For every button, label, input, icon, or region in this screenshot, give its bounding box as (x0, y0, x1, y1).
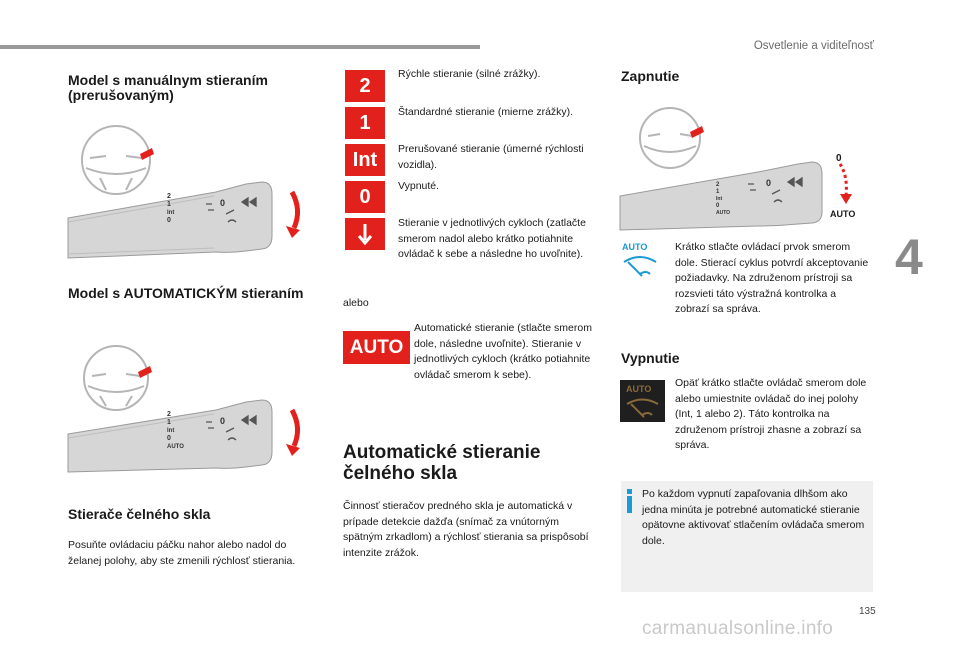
stalk-auto-label-auto: AUTO (167, 444, 184, 450)
page-number: 135 (859, 606, 876, 617)
auto-indicator-off-label: AUTO (626, 384, 652, 394)
on-stalk-label-int: Int (716, 196, 723, 202)
stalk-label-0: 0 (167, 217, 171, 224)
callout-auto-label: AUTO (830, 209, 856, 219)
switch-on-text: Krátko stlačte ovládací prvok smerom dole. Stierací cyklus potvrdí akceptovanie požiadavky. Na združenom prístroji sa rozsvieti táto výstražná kontrolka a zobrazí sa správa. (675, 241, 869, 315)
callout-zero-label: 0 (836, 153, 842, 164)
badge-speed-2: 2 (345, 70, 385, 102)
on-stalk-label-1: 1 (716, 189, 720, 195)
position-text-1: Štandardné stieranie (mierne zrážky). (398, 106, 574, 118)
auto-wiper-stalk-illustration (66, 338, 316, 478)
manual-wiper-stalk-illustration (66, 118, 316, 268)
heading-automatic-windscreen-wiping: Automatické stieranie čelného skla (343, 442, 541, 484)
on-stalk-label-auto: AUTO (716, 210, 731, 216)
stalk-label-1: 1 (167, 201, 171, 208)
or-text: alebo (343, 297, 369, 309)
badge-speed-int: Int (345, 144, 385, 176)
auto-text: Automatické stieranie (stlačte smerom dole, následne uvoľnite). Stieranie v jednotlivých cykloch (krátko potiahnite ovládač smerom k sebe). (414, 322, 592, 381)
switch-on-stalk-illustration (618, 100, 868, 232)
switch-off-text: Opäť krátko stlačte ovládač smerom dole alebo umiestnite ovládač do inej polohy (Int, 1 alebo 2). Táto kontrolka na združenom prístroji zhasne a zobrazí sa správa. (675, 377, 867, 451)
auto-wiping-indicator-icon (620, 240, 660, 282)
stalk-auto-knob-label-0: 0 (220, 416, 226, 426)
auto-wiping-indicator-off-icon (620, 380, 665, 422)
heading-windscreen-wipers: Stierače čelného skla (68, 506, 211, 522)
badge-auto: AUTO (343, 331, 410, 364)
auto-indicator-label: AUTO (622, 242, 648, 252)
stalk-label-int: Int (167, 210, 175, 216)
position-text-single-wipe: Stieranie v jednotlivých cykloch (zatlačte smerom nadol alebo krátko potiahnite ovládač k sebe a následne ho uvoľnite). (398, 217, 586, 260)
heading-auto-wiping-model: Model s AUTOMATICKÝM stieraním (68, 285, 304, 301)
on-stalk-knob-label-0: 0 (766, 178, 772, 188)
header-rule (0, 45, 480, 49)
position-text-0: Vypnuté. (398, 180, 440, 192)
stalk-auto-label-0: 0 (167, 435, 171, 442)
heading-switch-off: Vypnutie (621, 350, 680, 366)
info-icon (626, 489, 633, 513)
heading-switch-on: Zapnutie (621, 68, 680, 84)
auto-indicator-off-panel (620, 380, 665, 422)
stalk-label-2: 2 (167, 193, 171, 200)
on-stalk-label-0: 0 (716, 203, 720, 209)
heading-manual-wiping: Model s manuálnym stieraním (prerušovaným) (68, 72, 268, 103)
on-stalk-label-2: 2 (716, 182, 720, 188)
watermark: carmanualsonline.info (642, 618, 834, 639)
chapter-number: 4 (895, 229, 923, 285)
position-text-int: Prerušované stieranie (úmerné rýchlosti vozidla). (398, 143, 584, 171)
badge-speed-1: 1 (345, 107, 385, 139)
position-text-2: Rýchle stieranie (silné zrážky). (398, 68, 541, 80)
section-title: Osvetlenie a viditeľnosť (753, 40, 874, 52)
wipers-text: Posuňte ovládaciu páčku nahor alebo nadol do želanej polohy, aby ste zmenili rýchlosť stierania. (68, 539, 296, 567)
badge-speed-0: 0 (345, 181, 385, 213)
stalk-auto-label-2: 2 (167, 411, 171, 418)
stalk-auto-label-1: 1 (167, 419, 171, 426)
badge-single-wipe (345, 218, 385, 250)
stalk-knob-label-0: 0 (220, 198, 226, 208)
stalk-auto-label-int: Int (167, 428, 175, 434)
auto-wiping-text: Činnosť stieračov predného skla je automatická v prípade detekcie dažďa (snímač za vnútorným spätným zrkadlom) a rýchlosť stierania sa prispôsobí intenzite zrážok. (343, 500, 589, 559)
down-arrow-icon (357, 223, 373, 245)
info-note-text: Po každom vypnutí zapaľovania dlhšom ako jedna minúta je potrebné automatické stieranie opätovne aktivovať stlačením ovládača smerom dole. (642, 488, 865, 547)
